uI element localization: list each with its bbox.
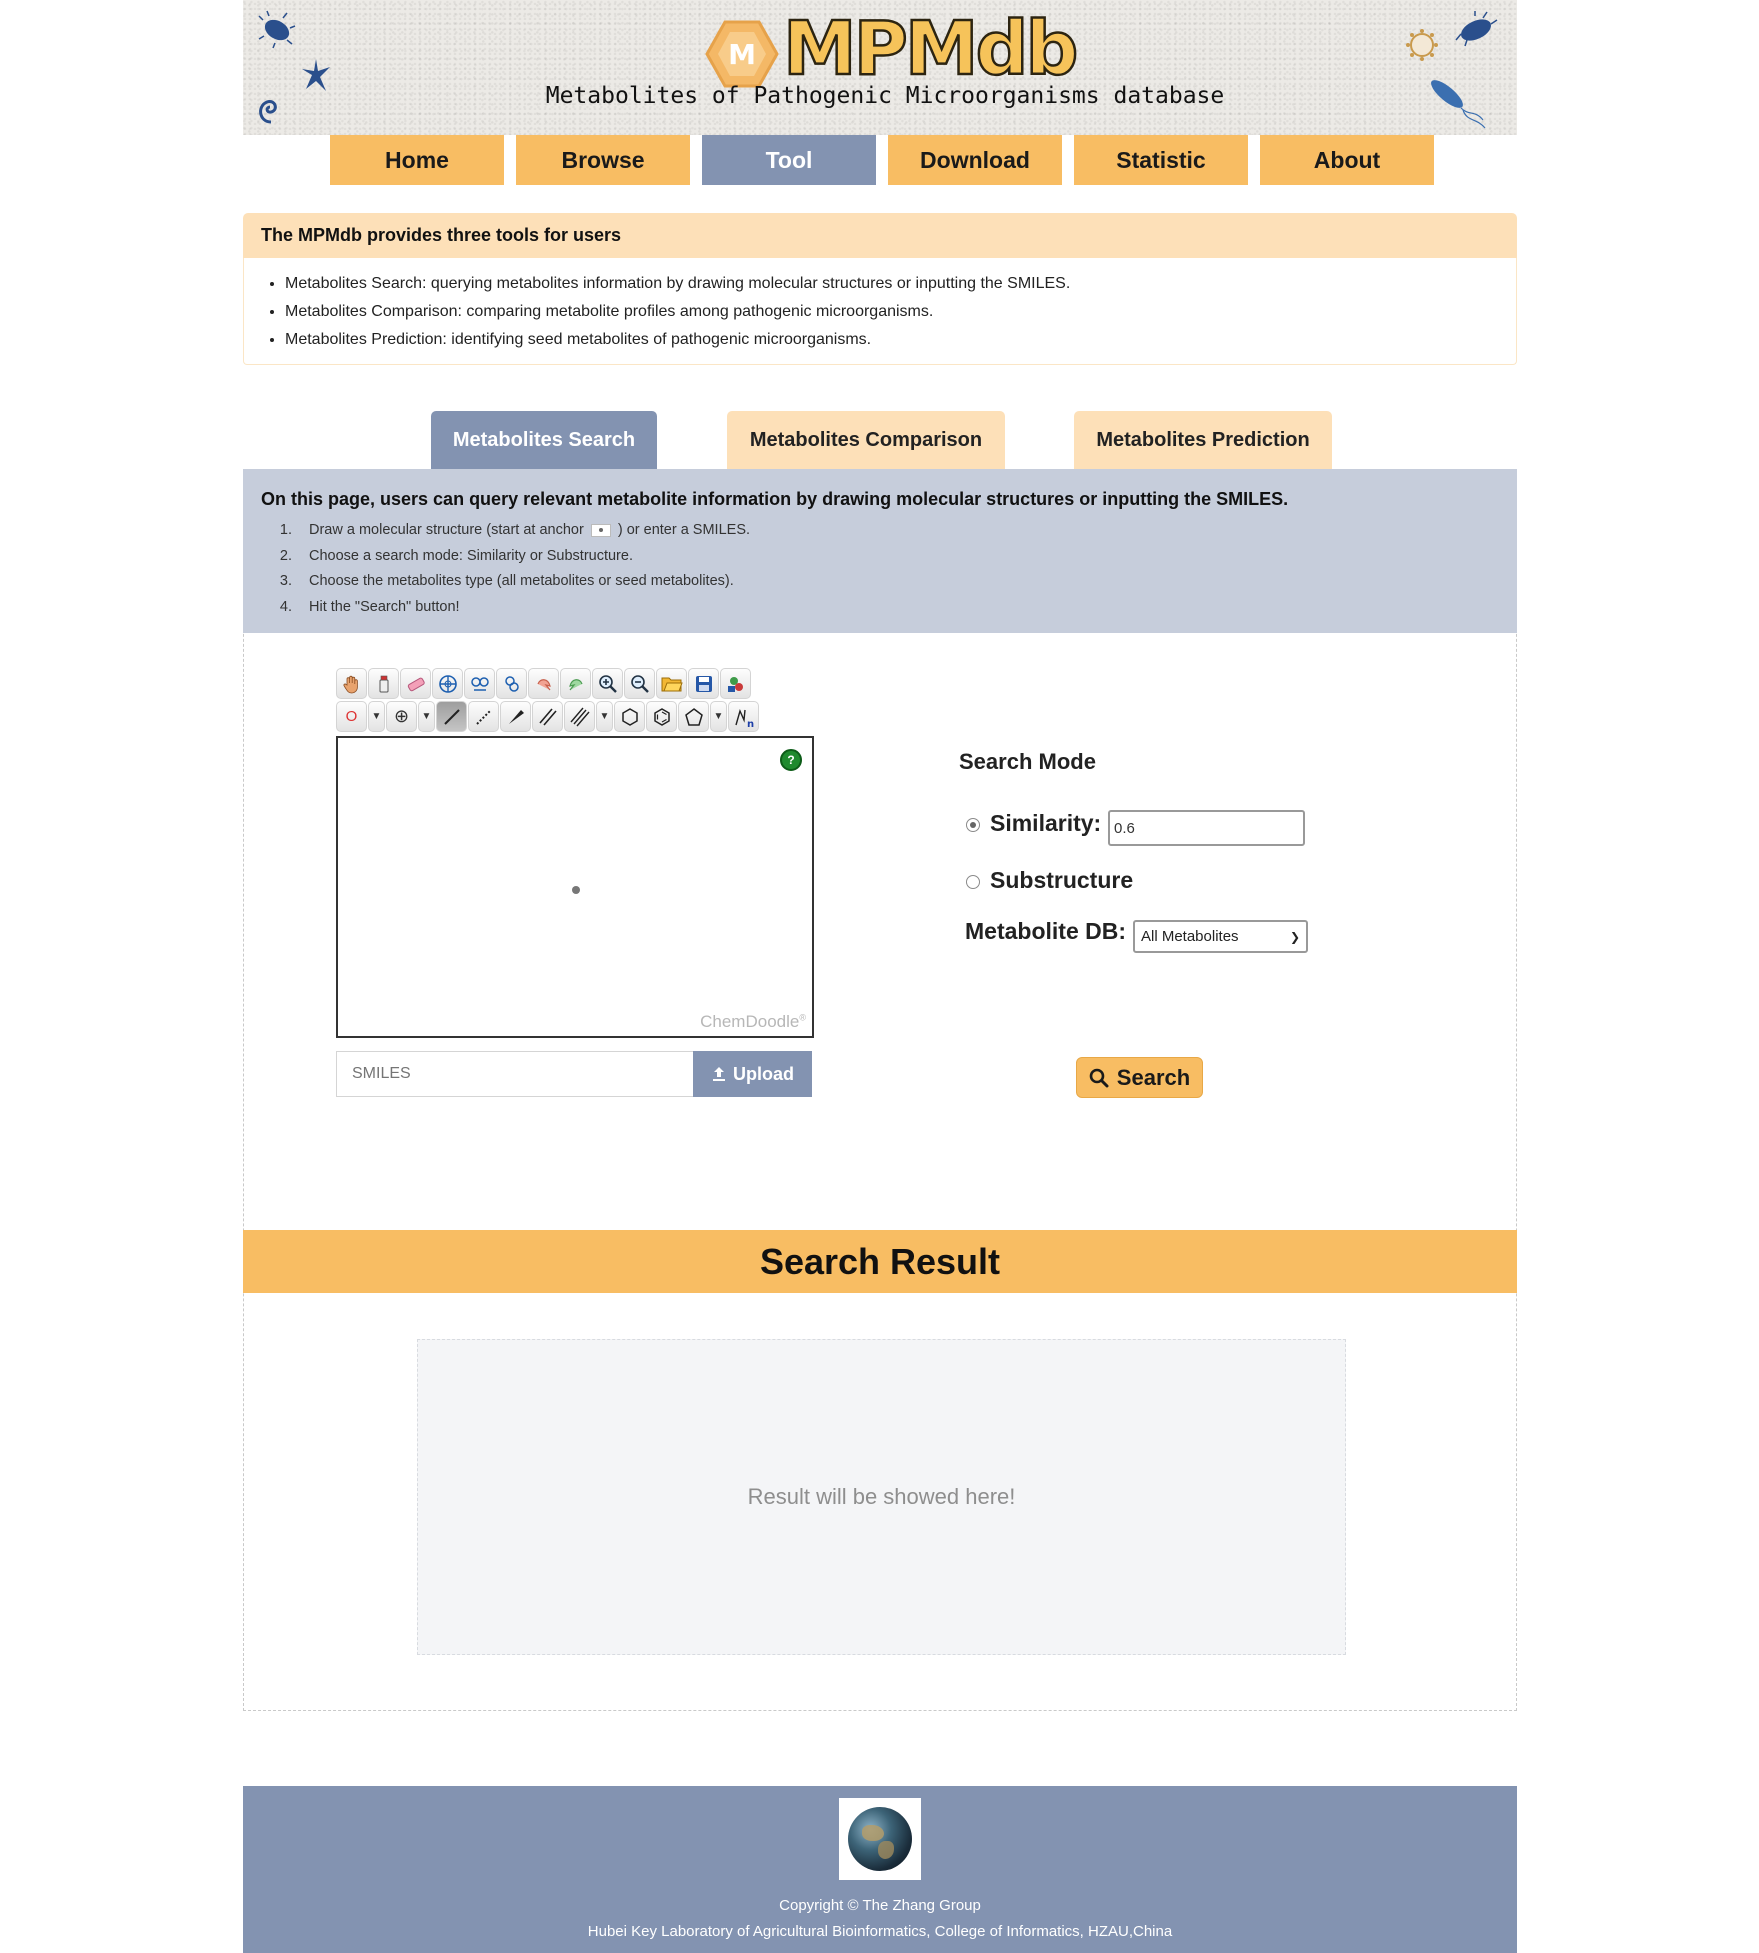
atom-label-button[interactable]: O [336,701,367,732]
intro-item: • Metabolites Prediction: identifying seed metabolites of pathogenic microorganisms. [285,326,1516,354]
svg-text:n: n [746,718,754,728]
nav-about[interactable]: About [1260,135,1434,185]
chain-icon[interactable] [728,701,759,732]
header-banner [243,0,1517,135]
flip-icon[interactable] [464,668,495,699]
tab-metabolites-comparison[interactable]: Metabolites Comparison [727,411,1005,469]
chemdoodle-watermark: ChemDoodle® [700,1012,806,1031]
pentagon-icon[interactable] [678,701,709,732]
open-icon[interactable] [656,668,687,699]
logo-icon [705,18,779,90]
tab-metabolites-prediction[interactable]: Metabolites Prediction [1074,411,1332,469]
tab-metabolites-search[interactable]: Metabolites Search [431,411,657,469]
bacteria-icon [257,10,297,50]
site-logo: MPMdb [783,6,1076,92]
nav-tool[interactable]: Tool [702,135,876,185]
instruction-step: 1. Draw a molecular structure (start at anchor ) or enter a SMILES. [296,518,1517,544]
smiles-input[interactable] [336,1051,694,1097]
intro-title: The MPMdb provides three tools for users [243,213,1517,258]
intro-item: • Metabolites Comparison: comparing metabolite profiles among pathogenic microorganisms. [285,298,1516,326]
upload-button[interactable]: Upload [693,1051,812,1097]
globe-logo [839,1798,921,1880]
dropdown-arrow-icon[interactable]: ▼ [368,701,385,732]
zoom-in-icon[interactable] [592,668,623,699]
search-mode-title: Search Mode [959,749,1096,774]
eraser-icon[interactable] [400,668,431,699]
svg-text:M: M [728,38,756,71]
globe-icon [848,1807,912,1871]
bacteria-icon [1453,10,1499,50]
anchor-icon [591,524,611,537]
redo-icon[interactable] [560,668,591,699]
footer-copyright: Copyright © The Zhang Group [779,1897,981,1914]
substructure-radio[interactable] [966,875,980,889]
similarity-radio[interactable] [966,818,980,832]
undo-icon[interactable] [528,668,559,699]
instruction-step: 2. Choose a search mode: Similarity or Substructure. [296,544,1517,570]
clear-icon[interactable] [368,668,399,699]
zoom-out-icon[interactable] [624,668,655,699]
footer [243,1786,1517,1953]
templates-icon[interactable] [720,668,751,699]
nav-download[interactable]: Download [888,135,1062,185]
substructure-label: Substructure [990,867,1134,893]
help-icon[interactable]: ? [780,749,802,771]
rotate-icon[interactable] [496,668,527,699]
similarity-threshold-input[interactable] [1108,810,1305,846]
dashed-bond-icon[interactable] [468,701,499,732]
dropdown-arrow-icon[interactable]: ▼ [596,701,613,732]
nav-home[interactable]: Home [330,135,504,185]
hexagon-icon[interactable] [614,701,645,732]
sketcher-toolbar-top [336,668,751,700]
instructions-title: On this page, users can query relevant metabolite information by drawing molecular structures or inputting the SMILES. [261,489,1289,509]
nav-browse[interactable]: Browse [516,135,690,185]
chevron-down-icon: ❯ [1289,930,1300,944]
metabolite-db-label: Metabolite DB: [965,918,1126,944]
metabolite-db-select[interactable]: All Metabolites ❯ [1133,920,1308,953]
triple-bond-icon[interactable] [564,701,595,732]
wedge-bond-icon[interactable] [500,701,531,732]
molecule-sketcher-canvas[interactable] [336,736,814,1038]
intro-panel [243,258,1517,365]
save-icon[interactable] [688,668,719,699]
result-placeholder: Result will be showed here! [417,1339,1346,1655]
upload-icon [711,1066,727,1082]
dropdown-arrow-icon[interactable]: ▼ [418,701,435,732]
instruction-step: 4. Hit the "Search" button! [296,595,1517,621]
hand-icon[interactable] [336,668,367,699]
dropdown-arrow-icon[interactable]: ▼ [710,701,727,732]
virus-icon [1405,28,1439,62]
search-result-title: Search Result [243,1230,1517,1293]
center-icon[interactable] [432,668,463,699]
instructions-panel [243,469,1517,633]
benzene-icon[interactable] [646,701,677,732]
search-button[interactable]: Search [1076,1057,1203,1098]
charge-icon[interactable]: ⊕ [386,701,417,732]
double-bond-icon[interactable] [532,701,563,732]
nav-statistic[interactable]: Statistic [1074,135,1248,185]
main-nav [330,135,1434,185]
similarity-label: Similarity: [990,810,1102,836]
sketcher-toolbar-bottom [336,701,759,733]
intro-item: • Metabolites Search: querying metabolites information by drawing molecular structures or inputting the SMILES. [285,270,1516,298]
footer-affiliation: Hubei Key Laboratory of Agricultural Bioinformatics, College of Informatics, HZAU,China [587,1923,1173,1940]
search-icon [1089,1068,1109,1088]
anchor-point[interactable] [572,886,580,894]
instruction-step: 3. Choose the metabolites type (all metabolites or seed metabolites). [296,569,1517,595]
single-bond-icon[interactable] [436,701,467,732]
site-tagline: Metabolites of Pathogenic Microorganisms database [545,83,1225,109]
